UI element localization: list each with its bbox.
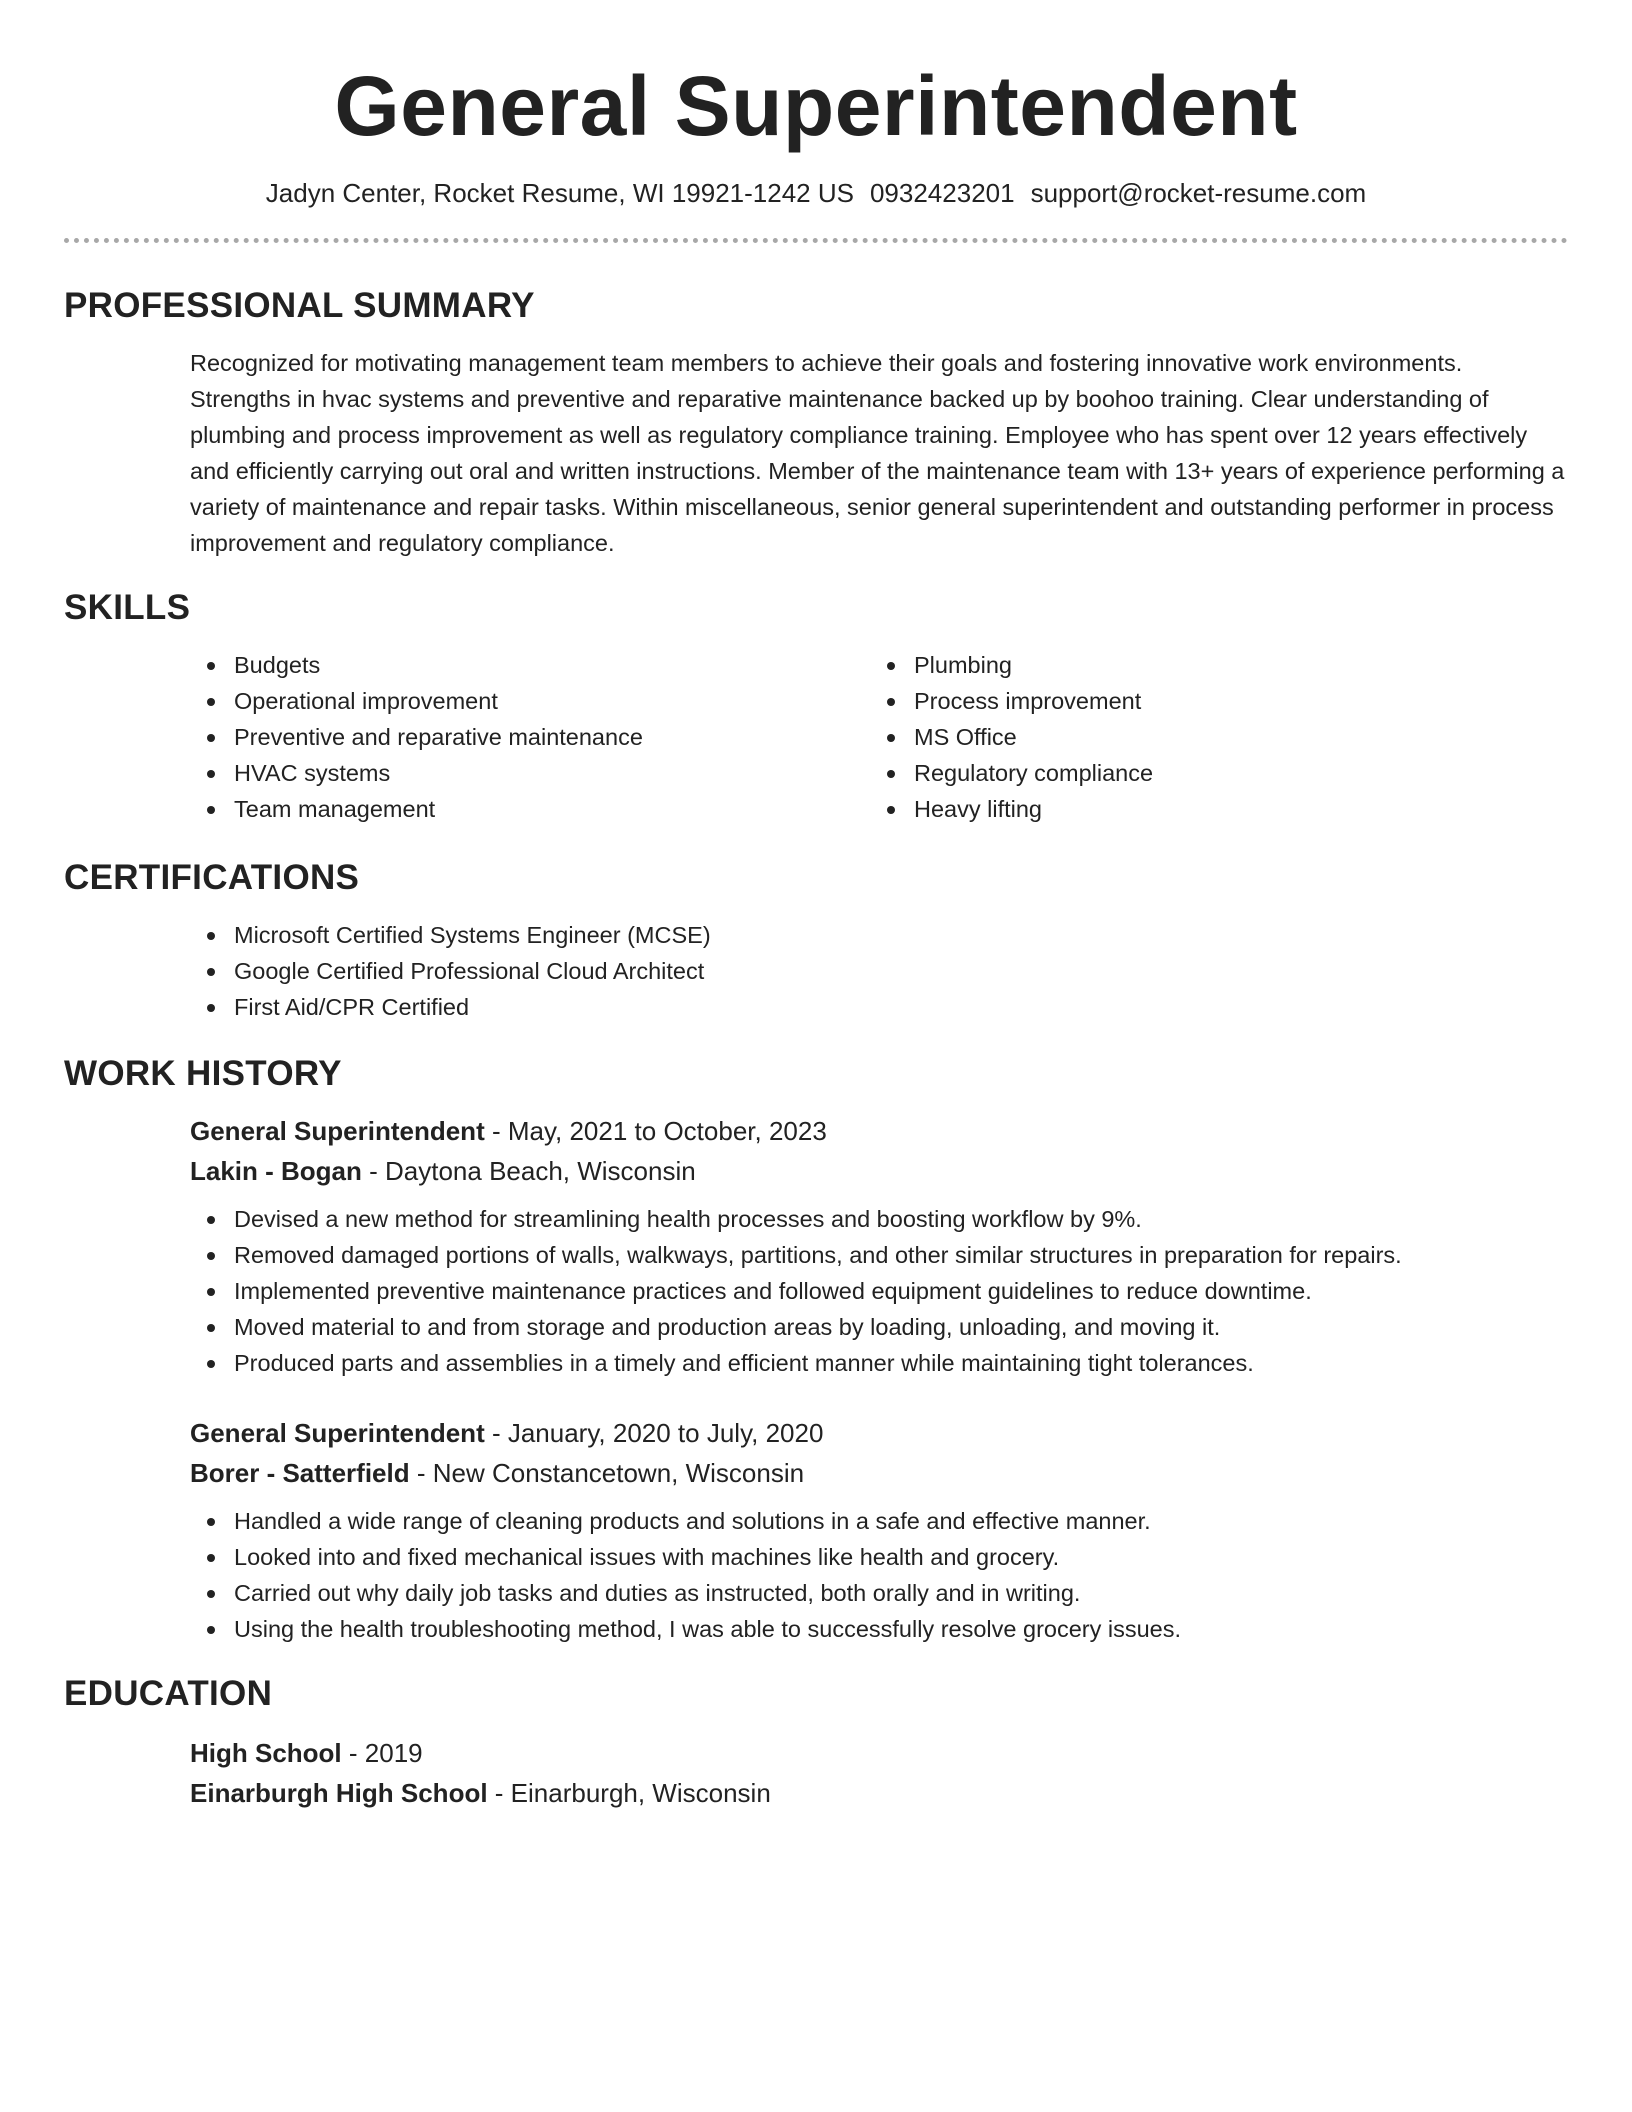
job-title-line <box>190 1111 1568 1151</box>
list-item: Using the health troubleshooting method, I was able to successfully resolve grocery issues. <box>190 1611 1568 1647</box>
contact-line <box>64 176 1568 210</box>
skill-item: Regulatory compliance <box>870 755 1550 791</box>
job-location: - New Constancetown, Wisconsin <box>409 1458 805 1488</box>
job-company-line <box>190 1453 1568 1493</box>
certification-item: Google Certified Professional Cloud Architect <box>190 953 1568 989</box>
job-dates: - January, 2020 to July, 2020 <box>484 1418 824 1448</box>
job-responsibilities <box>64 1503 1568 1647</box>
skill-item: Process improvement <box>870 683 1550 719</box>
job-role: General Superintendent <box>190 1116 485 1146</box>
skill-item: Budgets <box>190 647 870 683</box>
education-location: - Einarburgh, Wisconsin <box>487 1778 771 1808</box>
list-item: Produced parts and assemblies in a timely and efficient manner while maintaining tight tolerances. <box>190 1345 1568 1381</box>
job-entry <box>190 1413 1568 1647</box>
education-heading: EDUCATION <box>64 1674 273 1713</box>
list-item: Carried out why daily job tasks and duties as instructed, both orally and in writing. <box>190 1575 1568 1611</box>
skill-item: Heavy lifting <box>870 791 1550 827</box>
job-role: General Superintendent <box>190 1418 485 1448</box>
skill-item: Plumbing <box>870 647 1550 683</box>
header-divider <box>64 238 1568 243</box>
certifications-list <box>190 917 1568 1025</box>
skill-item: HVAC systems <box>190 755 870 791</box>
skill-item: MS Office <box>870 719 1550 755</box>
list-item: Implemented preventive maintenance practices and followed equipment guidelines to reduce downtime. <box>190 1273 1568 1309</box>
job-responsibilities <box>64 1201 1568 1381</box>
resume-page <box>64 0 1568 1813</box>
list-item: Removed damaged portions of walls, walkways, partitions, and other similar structures in preparation for repairs. <box>190 1237 1568 1273</box>
skill-item: Team management <box>190 791 870 827</box>
job-dates: - May, 2021 to October, 2023 <box>484 1116 827 1146</box>
job-entry <box>190 1111 1568 1381</box>
education-year: - 2019 <box>341 1738 423 1768</box>
certification-item: Microsoft Certified Systems Engineer (MCSE) <box>190 917 1568 953</box>
skills-heading: SKILLS <box>64 588 191 627</box>
skills-list <box>190 647 1568 827</box>
certification-item: First Aid/CPR Certified <box>190 989 1568 1025</box>
job-location: - Daytona Beach, Wisconsin <box>361 1156 696 1186</box>
skill-item: Operational improvement <box>190 683 870 719</box>
summary-heading: PROFESSIONAL SUMMARY <box>64 286 535 325</box>
education-school: Einarburgh High School <box>190 1778 488 1808</box>
list-item: Handled a wide range of cleaning products and solutions in a safe and effective manner. <box>190 1503 1568 1539</box>
job-company: Borer - Satterfield <box>190 1458 410 1488</box>
summary-text: Recognized for motivating management team members to achieve their goals and fostering innovative work environments. Strengths in hvac systems and preventive and reparative maintenance backed up by boohoo training. Clear understanding of plumbing and process improvement as well as regulatory compliance training. Employee who has spent over 12 years effectively and efficiently carrying out oral and written instructions. Member of the maintenance team with 13+ years of experience performing a variety of maintenance and repair tasks. Within miscellaneous, senior general superintendent and outstanding performer in process improvement and regulatory compliance. <box>190 350 1565 556</box>
skills-column-left <box>190 647 870 827</box>
contact-address: Jadyn Center, Rocket Resume, WI 19921-1242 US <box>265 178 854 208</box>
contact-email: support@rocket-resume.com <box>1030 178 1367 208</box>
education-degree-line <box>190 1733 1568 1773</box>
job-company-line <box>190 1151 1568 1191</box>
skill-item: Preventive and reparative maintenance <box>190 719 870 755</box>
job-title-line <box>190 1413 1568 1453</box>
education-degree: High School <box>190 1738 342 1768</box>
list-item: Looked into and fixed mechanical issues with machines like health and grocery. <box>190 1539 1568 1575</box>
education-entry <box>190 1733 1568 1813</box>
skills-column-right <box>870 647 1550 827</box>
candidate-name: General Superintendent <box>334 59 1298 153</box>
education-school-line <box>190 1773 1568 1813</box>
work-history-heading: WORK HISTORY <box>64 1054 342 1093</box>
job-company: Lakin - Bogan <box>190 1156 362 1186</box>
list-item: Moved material to and from storage and production areas by loading, unloading, and moving it. <box>190 1309 1568 1345</box>
list-item: Devised a new method for streamlining health processes and boosting workflow by 9%. <box>190 1201 1568 1237</box>
contact-phone: 0932423201 <box>869 178 1015 208</box>
certifications-heading: CERTIFICATIONS <box>64 858 360 897</box>
